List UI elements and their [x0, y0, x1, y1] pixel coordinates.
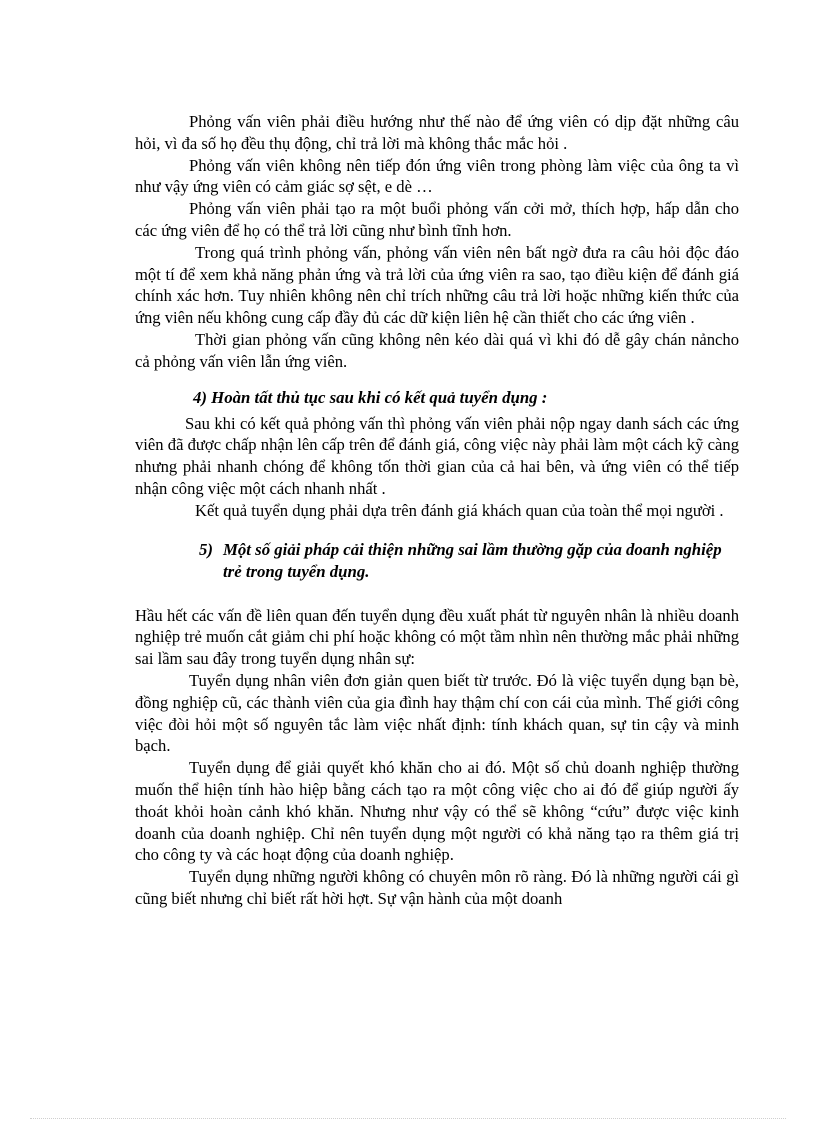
paragraphs-after — [135, 605, 739, 910]
page-bottom-rule — [30, 1118, 786, 1119]
document-page — [135, 111, 739, 910]
section-heading-5-number: 5) — [199, 539, 213, 559]
section-heading-5-text: Một số giải pháp cải thiện những sai lầm thường gặp của doanh nghiệp trẻ trong tuyển dụng. — [223, 539, 722, 581]
paragraphs-before — [135, 111, 739, 373]
section-heading-5 — [135, 539, 739, 583]
body-paragraph: Thời gian phỏng vấn cũng không nên kéo dài quá vì khi đó dễ gây chán nảncho cả phỏng vấn viên lẫn ứng viên. — [135, 329, 739, 371]
body-paragraph: Phỏng vấn viên phải tạo ra một buổi phỏng vấn cởi mở, thích hợp, hấp dẫn cho các ứng viên để họ có thể trả lời cũng như bình tĩnh hơn. — [135, 199, 739, 240]
body-paragraph: Tuyển dụng những người không có chuyên môn rõ ràng. Đó là những người cái gì cũng biết nhưng chỉ biết rất hời hợt. Sự vận hành của một doanh — [135, 867, 739, 908]
section-heading-4: 4) Hoàn tất thủ tục sau khi có kết quả tuyển dụng : — [193, 387, 548, 407]
body-paragraph: Phỏng vấn viên phải điều hướng như thế nào để ứng viên có dịp đặt những câu hỏi, vì đa số họ đều thụ động, chỉ trả lời mà không thắc mắc hỏi . — [135, 112, 739, 153]
paragraphs-mid — [135, 413, 739, 522]
body-paragraph: Kết quả tuyển dụng phải dựa trên đánh giá khách quan của toàn thể mọi người . — [195, 500, 724, 520]
body-paragraph: Sau khi có kết quả phỏng vấn thì phỏng vấn viên phải nộp ngay danh sách các ứng viên đã được chấp nhận lên cấp trên để đánh giá, công việc này phải làm một cách kỹ càng nhưng phải nhanh chóng để không tốn thời gian của cả hai bên, và ứng viên có thể tiếp nhận công việc một cách nhanh nhất . — [135, 413, 739, 498]
body-paragraph: Hầu hết các vấn đề liên quan đến tuyển dụng đều xuất phát từ nguyên nhân là nhiều doanh nghiệp trẻ muốn cắt giảm chi phí hoặc không có một tầm nhìn nên thường mắc phải những sai lầm sau đây trong tuyển dụng nhân sự: — [135, 605, 739, 669]
body-paragraph: Phỏng vấn viên không nên tiếp đón ứng viên trong phòng làm việc của ông ta vì như vậy ứng viên có cảm giác sợ sệt, e dè … — [135, 155, 739, 197]
body-paragraph: Trong quá trình phỏng vấn, phỏng vấn viên nên bất ngờ đưa ra câu hỏi độc đáo một tí để xem khả năng phản ứng và trả lời của ứng viên ra sao, tạo điều kiện để đánh giá chính xác hơn. Tuy nhiên không nên chỉ trích những câu trả lời hoặc những kiến thức của ứng viên nếu không cung cấp đầy đủ các dữ kiện liên hệ cần thiết cho các ứng viên . — [135, 242, 739, 328]
body-paragraph: Tuyển dụng nhân viên đơn giản quen biết từ trước. Đó là việc tuyển dụng bạn bè, đồng nghiệp cũ, các thành viên của gia đình hay thậm chí con cái của mình. Thế giới công việc đòi hỏi một số nguyên tắc làm việc nhất định: tính khách quan, sự tin cậy và minh bạch. — [135, 670, 739, 756]
body-paragraph: Tuyển dụng để giải quyết khó khăn cho ai đó. Một số chủ doanh nghiệp thường muốn thể hiện tính hào hiệp bằng cách tạo ra một công việc cho ai đó để giúp người ấy thoát khỏi hoàn cảnh khó khăn. Nhưng như vậy có thể sẽ không “cứu” được việc kinh doanh của doanh nghiệp. Chỉ nên tuyển dụng một người có khả năng tạo ra thêm giá trị cho công ty và các hoạt động của doanh nghiệp. — [135, 758, 739, 865]
